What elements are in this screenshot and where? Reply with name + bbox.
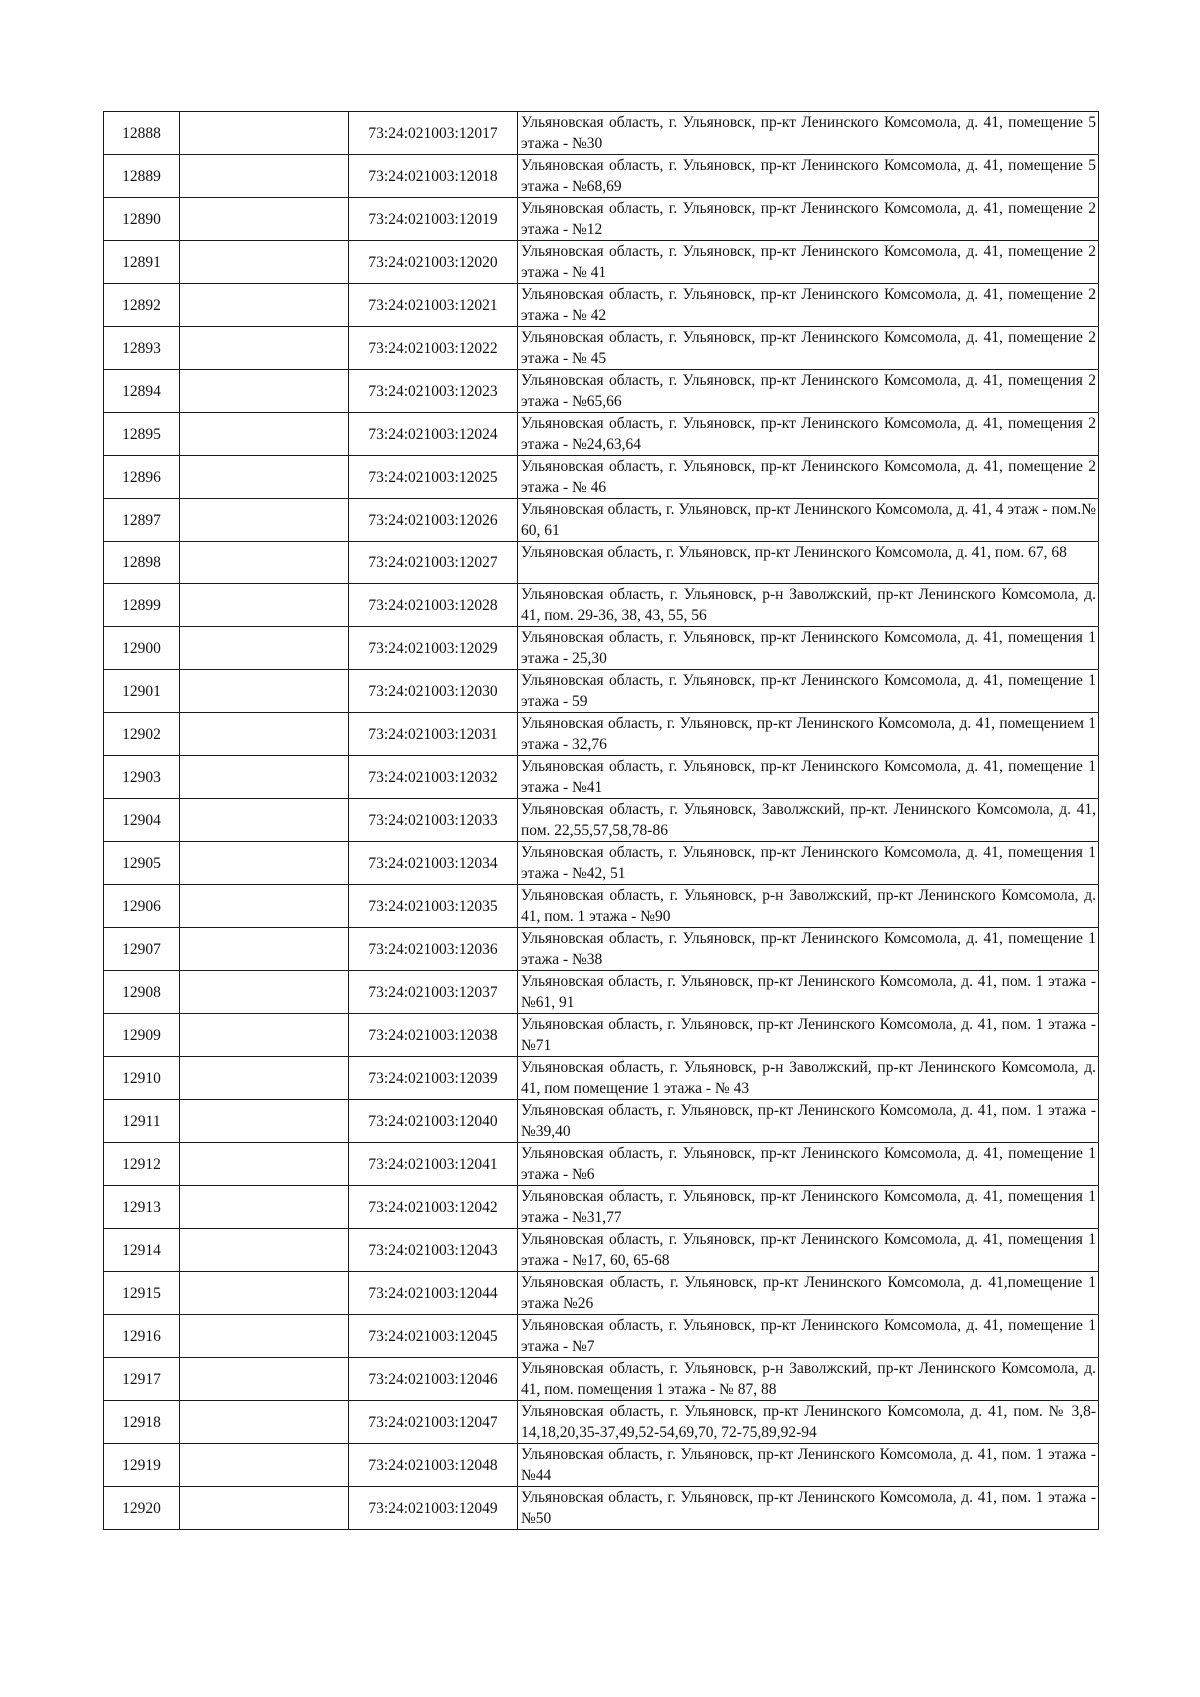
- address-cell: Ульяновская область, г. Ульяновск, р-н Заволжский, пр-кт Ленинского Комсомола, д. 41, пом. 1 этажа - №90: [518, 885, 1099, 928]
- cadastral-number-cell: 73:24:021003:12035: [349, 885, 518, 928]
- property-registry-table: [103, 111, 1099, 1530]
- cadastral-number-cell: 73:24:021003:12046: [349, 1358, 518, 1401]
- table-row: [104, 284, 1099, 327]
- table-row: [104, 1272, 1099, 1315]
- row-number-cell: 12892: [104, 284, 180, 327]
- cadastral-number-cell: 73:24:021003:12032: [349, 756, 518, 799]
- empty-cell: [180, 1358, 349, 1401]
- row-number-cell: 12899: [104, 584, 180, 627]
- cadastral-number-cell: 73:24:021003:12028: [349, 584, 518, 627]
- table-row: [104, 971, 1099, 1014]
- cadastral-number-cell: 73:24:021003:12018: [349, 155, 518, 198]
- cadastral-number-cell: 73:24:021003:12045: [349, 1315, 518, 1358]
- cadastral-number-cell: 73:24:021003:12026: [349, 499, 518, 542]
- table-row: [104, 542, 1099, 584]
- empty-cell: [180, 241, 349, 284]
- row-number-cell: 12913: [104, 1186, 180, 1229]
- row-number-cell: 12898: [104, 542, 180, 584]
- table-row: [104, 584, 1099, 627]
- cadastral-number-cell: 73:24:021003:12043: [349, 1229, 518, 1272]
- table-row: [104, 370, 1099, 413]
- cadastral-number-cell: 73:24:021003:12022: [349, 327, 518, 370]
- table-row: [104, 1057, 1099, 1100]
- row-number-cell: 12902: [104, 713, 180, 756]
- address-cell: Ульяновская область, г. Ульяновск, Заволжский, пр-кт. Ленинского Комсомола, д. 41, пом. 22,55,57,58,78-86: [518, 799, 1099, 842]
- address-cell: Ульяновская область, г. Ульяновск, пр-кт Ленинского Комсомола, д. 41, пом. 67, 68: [518, 542, 1099, 584]
- table-row: [104, 713, 1099, 756]
- cadastral-number-cell: 73:24:021003:12021: [349, 284, 518, 327]
- empty-cell: [180, 542, 349, 584]
- row-number-cell: 12908: [104, 971, 180, 1014]
- address-cell: Ульяновская область, г. Ульяновск, пр-кт Ленинского Комсомола, д. 41, помещение 2 этажа - № 46: [518, 456, 1099, 499]
- table-row: [104, 112, 1099, 155]
- row-number-cell: 12918: [104, 1401, 180, 1444]
- cadastral-number-cell: 73:24:021003:12031: [349, 713, 518, 756]
- address-cell: Ульяновская область, г. Ульяновск, пр-кт Ленинского Комсомола, д. 41, помещением 1 этажа - 32,76: [518, 713, 1099, 756]
- row-number-cell: 12904: [104, 799, 180, 842]
- address-cell: Ульяновская область, г. Ульяновск, пр-кт Ленинского Комсомола, д. 41, помещение 1 этажа - №41: [518, 756, 1099, 799]
- table-row: [104, 885, 1099, 928]
- address-cell: Ульяновская область, г. Ульяновск, пр-кт Ленинского Комсомола, д. 41, помещение 2 этажа - № 45: [518, 327, 1099, 370]
- row-number-cell: 12897: [104, 499, 180, 542]
- empty-cell: [180, 1057, 349, 1100]
- address-cell: Ульяновская область, г. Ульяновск, пр-кт Ленинского Комсомола, д. 41, помещения 1 этажа - №17, 60, 65-68: [518, 1229, 1099, 1272]
- cadastral-number-cell: 73:24:021003:12025: [349, 456, 518, 499]
- empty-cell: [180, 799, 349, 842]
- empty-cell: [180, 1100, 349, 1143]
- empty-cell: [180, 1401, 349, 1444]
- table-row: [104, 799, 1099, 842]
- empty-cell: [180, 499, 349, 542]
- empty-cell: [180, 370, 349, 413]
- cadastral-number-cell: 73:24:021003:12039: [349, 1057, 518, 1100]
- table-row: [104, 842, 1099, 885]
- table-row: [104, 627, 1099, 670]
- cadastral-number-cell: 73:24:021003:12030: [349, 670, 518, 713]
- empty-cell: [180, 928, 349, 971]
- table-row: [104, 756, 1099, 799]
- empty-cell: [180, 713, 349, 756]
- address-cell: Ульяновская область, г. Ульяновск, пр-кт Ленинского Комсомола, д. 41, помещение 1 этажа - 59: [518, 670, 1099, 713]
- table-row: [104, 1487, 1099, 1530]
- address-cell: Ульяновская область, г. Ульяновск, пр-кт Ленинского Комсомола, д. 41, пом. № 3,8-14,18,20,35-37,49,52-54,69,70, 72-75,89,92-94: [518, 1401, 1099, 1444]
- empty-cell: [180, 198, 349, 241]
- empty-cell: [180, 112, 349, 155]
- address-cell: Ульяновская область, г. Ульяновск, пр-кт Ленинского Комсомола, д. 41, пом. 1 этажа - №71: [518, 1014, 1099, 1057]
- address-cell: Ульяновская область, г. Ульяновск, пр-кт Ленинского Комсомола, д. 41, пом. 1 этажа - №44: [518, 1444, 1099, 1487]
- row-number-cell: 12891: [104, 241, 180, 284]
- empty-cell: [180, 842, 349, 885]
- table-row: [104, 413, 1099, 456]
- empty-cell: [180, 1186, 349, 1229]
- address-cell: Ульяновская область, г. Ульяновск, пр-кт Ленинского Комсомола, д. 41, пом. 1 этажа - №50: [518, 1487, 1099, 1530]
- row-number-cell: 12912: [104, 1143, 180, 1186]
- empty-cell: [180, 1444, 349, 1487]
- table-row: [104, 327, 1099, 370]
- address-cell: Ульяновская область, г. Ульяновск, р-н Заволжский, пр-кт Ленинского Комсомола, д. 41, пом помещение 1 этажа - № 43: [518, 1057, 1099, 1100]
- table-row: [104, 1401, 1099, 1444]
- empty-cell: [180, 284, 349, 327]
- cadastral-number-cell: 73:24:021003:12023: [349, 370, 518, 413]
- empty-cell: [180, 1272, 349, 1315]
- row-number-cell: 12906: [104, 885, 180, 928]
- row-number-cell: 12909: [104, 1014, 180, 1057]
- row-number-cell: 12900: [104, 627, 180, 670]
- cadastral-number-cell: 73:24:021003:12038: [349, 1014, 518, 1057]
- table-row: [104, 1315, 1099, 1358]
- empty-cell: [180, 670, 349, 713]
- row-number-cell: 12916: [104, 1315, 180, 1358]
- cadastral-number-cell: 73:24:021003:12034: [349, 842, 518, 885]
- row-number-cell: 12911: [104, 1100, 180, 1143]
- cadastral-number-cell: 73:24:021003:12029: [349, 627, 518, 670]
- cadastral-number-cell: 73:24:021003:12033: [349, 799, 518, 842]
- row-number-cell: 12915: [104, 1272, 180, 1315]
- empty-cell: [180, 584, 349, 627]
- table-row: [104, 198, 1099, 241]
- address-cell: Ульяновская область, г. Ульяновск, пр-кт Ленинского Комсомола, д. 41,помещение 1 этажа №26: [518, 1272, 1099, 1315]
- address-cell: Ульяновская область, г. Ульяновск, пр-кт Ленинского Комсомола, д. 41, пом. 1 этажа - №39,40: [518, 1100, 1099, 1143]
- row-number-cell: 12914: [104, 1229, 180, 1272]
- cadastral-number-cell: 73:24:021003:12027: [349, 542, 518, 584]
- row-number-cell: 12917: [104, 1358, 180, 1401]
- cadastral-number-cell: 73:24:021003:12049: [349, 1487, 518, 1530]
- row-number-cell: 12901: [104, 670, 180, 713]
- address-cell: Ульяновская область, г. Ульяновск, пр-кт Ленинского Комсомола, д. 41, помещения 1 этажа - №31,77: [518, 1186, 1099, 1229]
- address-cell: Ульяновская область, г. Ульяновск, пр-кт Ленинского Комсомола, д. 41, помещение 1 этажа - №7: [518, 1315, 1099, 1358]
- empty-cell: [180, 1229, 349, 1272]
- cadastral-number-cell: 73:24:021003:12040: [349, 1100, 518, 1143]
- table-row: [104, 1444, 1099, 1487]
- empty-cell: [180, 155, 349, 198]
- address-cell: Ульяновская область, г. Ульяновск, пр-кт Ленинского Комсомола, д. 41, помещения 2 этажа - №65,66: [518, 370, 1099, 413]
- address-cell: Ульяновская область, г. Ульяновск, пр-кт Ленинского Комсомола, д. 41, помещения 2 этажа - №24,63,64: [518, 413, 1099, 456]
- address-cell: Ульяновская область, г. Ульяновск, пр-кт Ленинского Комсомола, д. 41, помещение 2 этажа - № 42: [518, 284, 1099, 327]
- address-cell: Ульяновская область, г. Ульяновск, пр-кт Ленинского Комсомола, д. 41, помещение 1 этажа - №38: [518, 928, 1099, 971]
- table-row: [104, 1100, 1099, 1143]
- cadastral-number-cell: 73:24:021003:12017: [349, 112, 518, 155]
- cadastral-number-cell: 73:24:021003:12019: [349, 198, 518, 241]
- row-number-cell: 12888: [104, 112, 180, 155]
- table-row: [104, 1186, 1099, 1229]
- cadastral-number-cell: 73:24:021003:12036: [349, 928, 518, 971]
- empty-cell: [180, 1315, 349, 1358]
- address-cell: Ульяновская область, г. Ульяновск, пр-кт Ленинского Комсомола, д. 41, помещения 1 этажа - №42, 51: [518, 842, 1099, 885]
- address-cell: Ульяновская область, г. Ульяновск, пр-кт Ленинского Комсомола, д. 41, помещения 1 этажа - 25,30: [518, 627, 1099, 670]
- row-number-cell: 12896: [104, 456, 180, 499]
- row-number-cell: 12894: [104, 370, 180, 413]
- row-number-cell: 12893: [104, 327, 180, 370]
- row-number-cell: 12905: [104, 842, 180, 885]
- cadastral-number-cell: 73:24:021003:12042: [349, 1186, 518, 1229]
- cadastral-number-cell: 73:24:021003:12047: [349, 1401, 518, 1444]
- empty-cell: [180, 885, 349, 928]
- empty-cell: [180, 456, 349, 499]
- empty-cell: [180, 1014, 349, 1057]
- table-row: [104, 1143, 1099, 1186]
- address-cell: Ульяновская область, г. Ульяновск, пр-кт Ленинского Комсомола, д. 41, пом. 1 этажа - №61, 91: [518, 971, 1099, 1014]
- table-row: [104, 1358, 1099, 1401]
- empty-cell: [180, 971, 349, 1014]
- row-number-cell: 12910: [104, 1057, 180, 1100]
- table-row: [104, 670, 1099, 713]
- row-number-cell: 12895: [104, 413, 180, 456]
- row-number-cell: 12903: [104, 756, 180, 799]
- table-row: [104, 241, 1099, 284]
- table-row: [104, 456, 1099, 499]
- empty-cell: [180, 756, 349, 799]
- row-number-cell: 12889: [104, 155, 180, 198]
- row-number-cell: 12890: [104, 198, 180, 241]
- cadastral-number-cell: 73:24:021003:12020: [349, 241, 518, 284]
- cadastral-number-cell: 73:24:021003:12024: [349, 413, 518, 456]
- cadastral-number-cell: 73:24:021003:12041: [349, 1143, 518, 1186]
- table-row: [104, 1014, 1099, 1057]
- table-row: [104, 928, 1099, 971]
- row-number-cell: 12919: [104, 1444, 180, 1487]
- address-cell: Ульяновская область, г. Ульяновск, р-н Заволжский, пр-кт Ленинского Комсомола, д. 41, пом. помещения 1 этажа - № 87, 88: [518, 1358, 1099, 1401]
- address-cell: Ульяновская область, г. Ульяновск, пр-кт Ленинского Комсомола, д. 41, помещение 1 этажа - №6: [518, 1143, 1099, 1186]
- cadastral-number-cell: 73:24:021003:12037: [349, 971, 518, 1014]
- table-row: [104, 499, 1099, 542]
- cadastral-number-cell: 73:24:021003:12044: [349, 1272, 518, 1315]
- empty-cell: [180, 413, 349, 456]
- cadastral-number-cell: 73:24:021003:12048: [349, 1444, 518, 1487]
- table-row: [104, 1229, 1099, 1272]
- row-number-cell: 12907: [104, 928, 180, 971]
- table-row: [104, 155, 1099, 198]
- empty-cell: [180, 1143, 349, 1186]
- address-cell: Ульяновская область, г. Ульяновск, р-н Заволжский, пр-кт Ленинского Комсомола, д. 41, пом. 29-36, 38, 43, 55, 56: [518, 584, 1099, 627]
- address-cell: Ульяновская область, г. Ульяновск, пр-кт Ленинского Комсомола, д. 41, помещение 2 этажа - №12: [518, 198, 1099, 241]
- address-cell: Ульяновская область, г. Ульяновск, пр-кт Ленинского Комсомола, д. 41, помещение 5 этажа - №68,69: [518, 155, 1099, 198]
- row-number-cell: 12920: [104, 1487, 180, 1530]
- empty-cell: [180, 327, 349, 370]
- address-cell: Ульяновская область, г. Ульяновск, пр-кт Ленинского Комсомола, д. 41, помещение 2 этажа - № 41: [518, 241, 1099, 284]
- address-cell: Ульяновская область, г. Ульяновск, пр-кт Ленинского Комсомола, д. 41, 4 этаж - пом.№ 60, 61: [518, 499, 1099, 542]
- empty-cell: [180, 627, 349, 670]
- address-cell: Ульяновская область, г. Ульяновск, пр-кт Ленинского Комсомола, д. 41, помещение 5 этажа - №30: [518, 112, 1099, 155]
- registry-table-body: [104, 112, 1099, 1530]
- empty-cell: [180, 1487, 349, 1530]
